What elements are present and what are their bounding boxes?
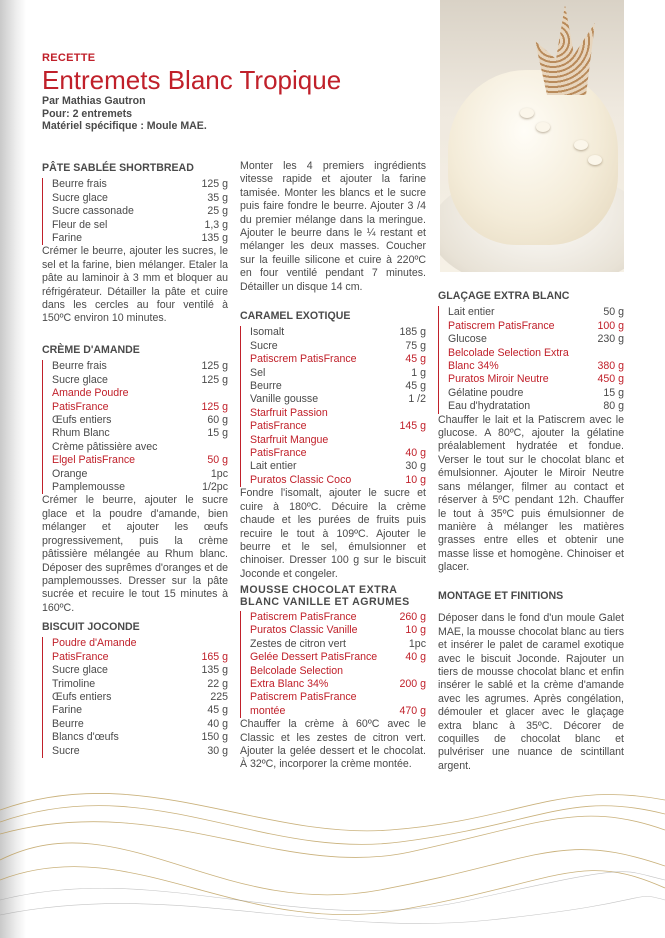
- ingredient-row: [250, 638, 426, 651]
- section-method: Déposer dans le fond d'un moule Galet MAE, la mousse chocolat blanc au tiers et insérer le palet de caramel exotique avec le biscuit Joconde. Rajouter un tiers de mousse chocolat blanc et enfin insérer le sablé et la crème d'amande avec les agrumes. Après congélation, démouler et glacer avec le glaçage extra blanc à 35ºC. Décorer de coquilles de chocolat blanc et pulvériser une nuance de scintillant argent.: [438, 612, 624, 772]
- ingredient-quantity: 30 g: [207, 744, 228, 757]
- ingredient-name: Fleur de sel: [52, 218, 108, 231]
- ingredient-name: Puratos Classic Coco: [250, 473, 352, 486]
- ingredient-quantity: 100 g: [597, 319, 624, 332]
- ingredient-row: [250, 407, 426, 420]
- section-creme-amande: [42, 344, 228, 615]
- ingredient-quantity: 15 g: [603, 386, 624, 399]
- ingredient-quantity: 40 g: [207, 717, 228, 730]
- ingredient-name: Crème pâtissière avec: [52, 440, 158, 453]
- ingredient-quantity: 45 g: [405, 380, 426, 393]
- ingredient-name: Beurre frais: [52, 360, 107, 373]
- ingredient-name: montée: [250, 704, 286, 717]
- ingredient-row: [250, 691, 426, 704]
- ingredient-quantity: 1pc: [408, 637, 426, 650]
- ingredient-name: Belcolade Selection Extra: [448, 346, 569, 359]
- section-glacage: [438, 290, 624, 575]
- chocolate-shell: [520, 108, 534, 118]
- ingredient-quantity: 1,3 g: [204, 218, 228, 231]
- ingredient-name: Patiscrem PatisFrance: [448, 319, 555, 332]
- ingredient-quantity: 75 g: [405, 339, 426, 352]
- ingredient-name: Gelée Dessert PatisFrance: [250, 651, 378, 664]
- ingredient-row: [250, 447, 426, 460]
- ingredient-name: PatisFrance: [52, 400, 109, 413]
- recipe-yield: Pour: 2 entremets: [42, 107, 133, 120]
- ingredient-row: [52, 374, 228, 387]
- recipe-author: Par Mathias Gautron: [42, 95, 146, 108]
- ingredient-row: [250, 367, 426, 380]
- ingredient-name: Poudre d'Amande: [52, 637, 137, 650]
- ingredient-row: [448, 347, 624, 360]
- ingredient-name: Vanille gousse: [250, 393, 319, 406]
- ingredient-name: Pamplemousse: [52, 481, 126, 494]
- ingredient-list: [240, 326, 426, 487]
- ingredient-quantity: 135 g: [201, 232, 228, 245]
- ingredient-name: Belcolade Selection: [250, 664, 344, 677]
- section-montage: [438, 590, 624, 773]
- ingredient-quantity: 125 g: [201, 373, 228, 386]
- ingredient-quantity: 1 g: [411, 366, 426, 379]
- ingredient-name: Puratos Classic Vanille: [250, 624, 358, 637]
- ingredient-name: Orange: [52, 467, 88, 480]
- page-title: Entremets Blanc Tropique: [42, 65, 342, 96]
- ingredient-name: Farine: [52, 232, 83, 245]
- section-mousse-chocolat: [240, 584, 426, 772]
- ingredient-name: Puratos Miroir Neutre: [448, 373, 549, 386]
- ingredient-quantity: 40 g: [405, 651, 426, 664]
- ingredient-name: Blanc 34%: [448, 360, 499, 373]
- ingredient-row: [52, 691, 228, 704]
- ingredient-quantity: [422, 665, 426, 678]
- ingredient-quantity: 165 g: [201, 650, 228, 663]
- ingredient-quantity: 35 g: [207, 191, 228, 204]
- ingredient-row: [448, 360, 624, 373]
- ingredient-name: Sucre cassonade: [52, 205, 134, 218]
- ingredient-row: [250, 474, 426, 487]
- ingredient-quantity: 1pc: [210, 467, 228, 480]
- ingredient-row: [250, 665, 426, 678]
- chocolate-shell: [588, 155, 602, 165]
- ingredient-name: Sucre: [250, 339, 278, 352]
- section-caramel-exotique: [240, 310, 426, 581]
- ingredient-name: Isomalt: [250, 326, 285, 339]
- ingredient-row: [250, 326, 426, 339]
- ingredient-quantity: [224, 441, 228, 454]
- ingredient-row: [250, 624, 426, 637]
- ingredient-row: [448, 387, 624, 400]
- ingredient-quantity: 50 g: [603, 306, 624, 319]
- ingredient-row: [52, 651, 228, 664]
- ingredient-row: [250, 380, 426, 393]
- ingredient-row: [52, 637, 228, 650]
- ingredient-quantity: 40 g: [405, 447, 426, 460]
- section-biscuit-method: [240, 160, 426, 294]
- ingredient-list: [42, 360, 228, 494]
- ingredient-list: [42, 637, 228, 758]
- ingredient-quantity: 150 g: [201, 731, 228, 744]
- section-method: Monter les 4 premiers ingrédients vitesse rapide et ajouter la farine tamisée. Monter les blancs et le sucre puis faire fondre le beurre. Ajouter 3 /4 du premier mélange dans la meringue. Ajouter le beurre dans le ¼ restant et mélanger les deux masses. Coucher sur la feuille silicone et cuire à 220ºC en four ventilé pendant 7 minutes. Détailler un disque 14 cm.: [240, 160, 426, 293]
- ingredient-row: [250, 460, 426, 473]
- ingredient-quantity: 10 g: [405, 473, 426, 486]
- ingredient-name: Zestes de citron vert: [250, 637, 346, 650]
- ingredient-name: Patiscrem PatisFrance: [250, 611, 357, 623]
- ingredient-row: [250, 651, 426, 664]
- ingredient-name: PatisFrance: [250, 420, 307, 433]
- ingredient-quantity: [224, 637, 228, 650]
- ingredient-quantity: 25 g: [207, 205, 228, 218]
- section-title: CRÈME D'AMANDE: [42, 344, 140, 356]
- section-method: Chauffer la crème à 60ºC avec le Classic et les zestes de citron vert. Ajouter la gelée dessert et le chocolat. À 32ºC, incorporer la crème montée.: [240, 718, 426, 771]
- chocolate-shell: [536, 122, 550, 132]
- ingredient-quantity: 1 /2: [408, 393, 426, 406]
- ingredient-name: Sucre glace: [52, 664, 108, 677]
- ingredient-name: Œufs entiers: [52, 414, 112, 427]
- ingredient-name: Patiscrem PatisFrance: [250, 691, 357, 704]
- ingredient-row: [52, 401, 228, 414]
- ingredient-row: [448, 333, 624, 346]
- ingredient-name: Extra Blanc 34%: [250, 678, 329, 691]
- ingredient-name: Lait entier: [250, 460, 297, 473]
- ingredient-quantity: 125 g: [201, 178, 228, 191]
- section-method: Crémer le beurre, ajouter le sucre glace et la poudre d'amande, bien mélanger et ajouter les œufs progressivement, puis la crème pâtissière mélangée au Rhum blanc. Déposer des suprêmes d'oranges et de pamplemousses. Dresser sur la pâte sucrée et recuire le tout 15 minutes à 160ºC.: [42, 494, 228, 614]
- ingredient-row: [448, 320, 624, 333]
- ingredient-name: Patiscrem PatisFrance: [250, 353, 357, 366]
- ingredient-quantity: 50 g: [207, 454, 228, 467]
- ingredient-quantity: 22 g: [207, 677, 228, 690]
- ingredient-quantity: 60 g: [207, 414, 228, 427]
- ingredient-name: Starfruit Passion: [250, 406, 328, 419]
- ingredient-name: Sucre: [52, 744, 80, 757]
- recipe-header: [42, 52, 422, 133]
- section-title: MOUSSE CHOCOLAT EXTRA BLANC VANILLE ET AGRUMES: [240, 584, 410, 608]
- ingredient-row: [52, 205, 228, 218]
- chocolate-lace-decoration: [535, 5, 595, 95]
- ingredient-quantity: [224, 387, 228, 400]
- ingredient-quantity: 45 g: [207, 704, 228, 717]
- ingredient-quantity: 260 g: [399, 611, 426, 623]
- ingredient-row: [52, 718, 228, 731]
- ingredient-row: [250, 678, 426, 691]
- ingredient-quantity: [422, 691, 426, 704]
- ingredient-row: [52, 219, 228, 232]
- ingredient-row: [250, 705, 426, 718]
- dessert-photo: [440, 0, 624, 272]
- section-method: Chauffer le lait et la Patiscrem avec le glucose. A 80ºC, ajouter la gélatine préalablement hydratée et fondue. Verser le tout sur le chocolat blanc et émulsionner. Ajouter le Miroir Neutre sans mélanger, filmer au contact et réserver à 5ºC pendant 12h. Chauffer le tout à 35ºC puis émulsionner de manière à mélanger les matières grasses entre elles et obtenir une masse lisse et homogène. Chinoiser et glacer.: [438, 413, 624, 574]
- ingredient-row: [52, 481, 228, 494]
- ingredient-name: Trimoline: [52, 677, 96, 690]
- ingredient-name: Elgel PatisFrance: [52, 454, 136, 467]
- ingredient-row: [52, 731, 228, 744]
- section-title: BISCUIT JOCONDE: [42, 621, 140, 633]
- ingredient-name: Amande Poudre: [52, 387, 129, 400]
- ingredient-row: [52, 745, 228, 758]
- ingredient-quantity: 135 g: [201, 664, 228, 677]
- ingredient-quantity: 200 g: [399, 678, 426, 691]
- ingredient-name: Farine: [52, 704, 83, 717]
- ingredient-row: [52, 704, 228, 717]
- ingredient-name: Beurre: [52, 717, 84, 730]
- section-title: MONTAGE ET FINITIONS: [438, 590, 564, 602]
- section-title: CARAMEL EXOTIQUE: [240, 310, 351, 322]
- ingredient-row: [52, 232, 228, 245]
- ingredient-row: [52, 441, 228, 454]
- ingredient-name: Sel: [250, 366, 266, 379]
- ingredient-row: [250, 393, 426, 406]
- chocolate-shell: [574, 140, 588, 150]
- ingredient-quantity: 1/2pc: [202, 481, 228, 494]
- ingredient-quantity: 380 g: [597, 360, 624, 373]
- ingredient-quantity: 450 g: [597, 373, 624, 386]
- ingredient-quantity: 470 g: [399, 704, 426, 717]
- ingredient-row: [52, 178, 228, 191]
- ingredient-name: Sucre glace: [52, 373, 108, 386]
- section-biscuit-joconde: [42, 621, 228, 758]
- ingredient-quantity: 125 g: [201, 400, 228, 413]
- ingredient-list: [438, 306, 624, 413]
- ingredient-quantity: 80 g: [603, 400, 624, 413]
- ingredient-quantity: 10 g: [405, 624, 426, 637]
- ingredient-row: [52, 427, 228, 440]
- recipe-kicker: RECETTE: [42, 52, 96, 64]
- ingredient-row: [52, 414, 228, 427]
- ingredient-name: Eau d'hydratation: [448, 400, 531, 413]
- section-title: GLAÇAGE EXTRA BLANC: [438, 290, 570, 302]
- ingredient-row: [250, 611, 426, 624]
- ingredient-quantity: [422, 434, 426, 447]
- recipe-equipment: Matériel spécifique : Moule MAE.: [42, 120, 207, 133]
- ingredient-name: Sucre glace: [52, 191, 108, 204]
- ingredient-name: PatisFrance: [250, 447, 307, 460]
- ingredient-name: Gélatine poudre: [448, 386, 524, 399]
- section-title: PÂTE SABLÉE SHORTBREAD: [42, 162, 194, 174]
- section-method: Fondre l'isomalt, ajouter le sucre et cuire à 180ºC. Décuire la crème chaude et les purées de fruits puis recuire le tout à 109ºC. Ajouter le beurre et le sel, émulsionner et chinoiser. Dresser 100 g sur le biscuit Joconde et congeler.: [240, 487, 426, 580]
- ingredient-quantity: 145 g: [399, 420, 426, 433]
- ingredient-list: [240, 611, 426, 718]
- decorative-swirl-lines: [0, 770, 665, 938]
- section-method: Crémer le beurre, ajouter les sucres, le sel et la farine, bien mélanger. Etaler la pâte au laminoir à 3 mm et bloquer au réfrigérateur. Détailler la pâte et cuire dans les cercles au four ventilé à 150ºC environ 10 minutes.: [42, 245, 228, 325]
- ingredient-name: Rhum Blanc: [52, 427, 110, 440]
- ingredient-name: Beurre frais: [52, 178, 107, 191]
- ingredient-quantity: 15 g: [207, 427, 228, 440]
- ingredient-name: Blancs d'œufs: [52, 731, 119, 744]
- ingredient-row: [52, 678, 228, 691]
- ingredient-quantity: [422, 407, 426, 420]
- ingredient-row: [250, 340, 426, 353]
- ingredient-quantity: [620, 347, 624, 360]
- ingredient-name: Beurre: [250, 380, 282, 393]
- ingredient-quantity: 185 g: [399, 326, 426, 339]
- ingredient-row: [448, 306, 624, 319]
- section-pate-sablee: [42, 162, 228, 326]
- ingredient-name: Œufs entiers: [52, 691, 112, 704]
- ingredient-row: [448, 373, 624, 386]
- ingredient-list: [42, 178, 228, 245]
- ingredient-quantity: 30 g: [405, 460, 426, 473]
- ingredient-quantity: 125 g: [201, 360, 228, 373]
- ingredient-name: Starfruit Mangue: [250, 433, 329, 446]
- ingredient-row: [52, 454, 228, 467]
- ingredient-row: [250, 420, 426, 433]
- ingredient-name: Lait entier: [448, 306, 495, 319]
- ingredient-row: [250, 353, 426, 366]
- ingredient-row: [52, 360, 228, 373]
- ingredient-quantity: 230 g: [597, 333, 624, 346]
- ingredient-row: [52, 664, 228, 677]
- ingredient-row: [448, 400, 624, 413]
- ingredient-row: [52, 468, 228, 481]
- ingredient-row: [52, 387, 228, 400]
- ingredient-quantity: 45 g: [405, 353, 426, 366]
- ingredient-quantity: 225: [210, 691, 228, 704]
- ingredient-name: Glucose: [448, 333, 487, 346]
- ingredient-name: PatisFrance: [52, 650, 109, 663]
- ingredient-row: [52, 192, 228, 205]
- ingredient-row: [250, 434, 426, 447]
